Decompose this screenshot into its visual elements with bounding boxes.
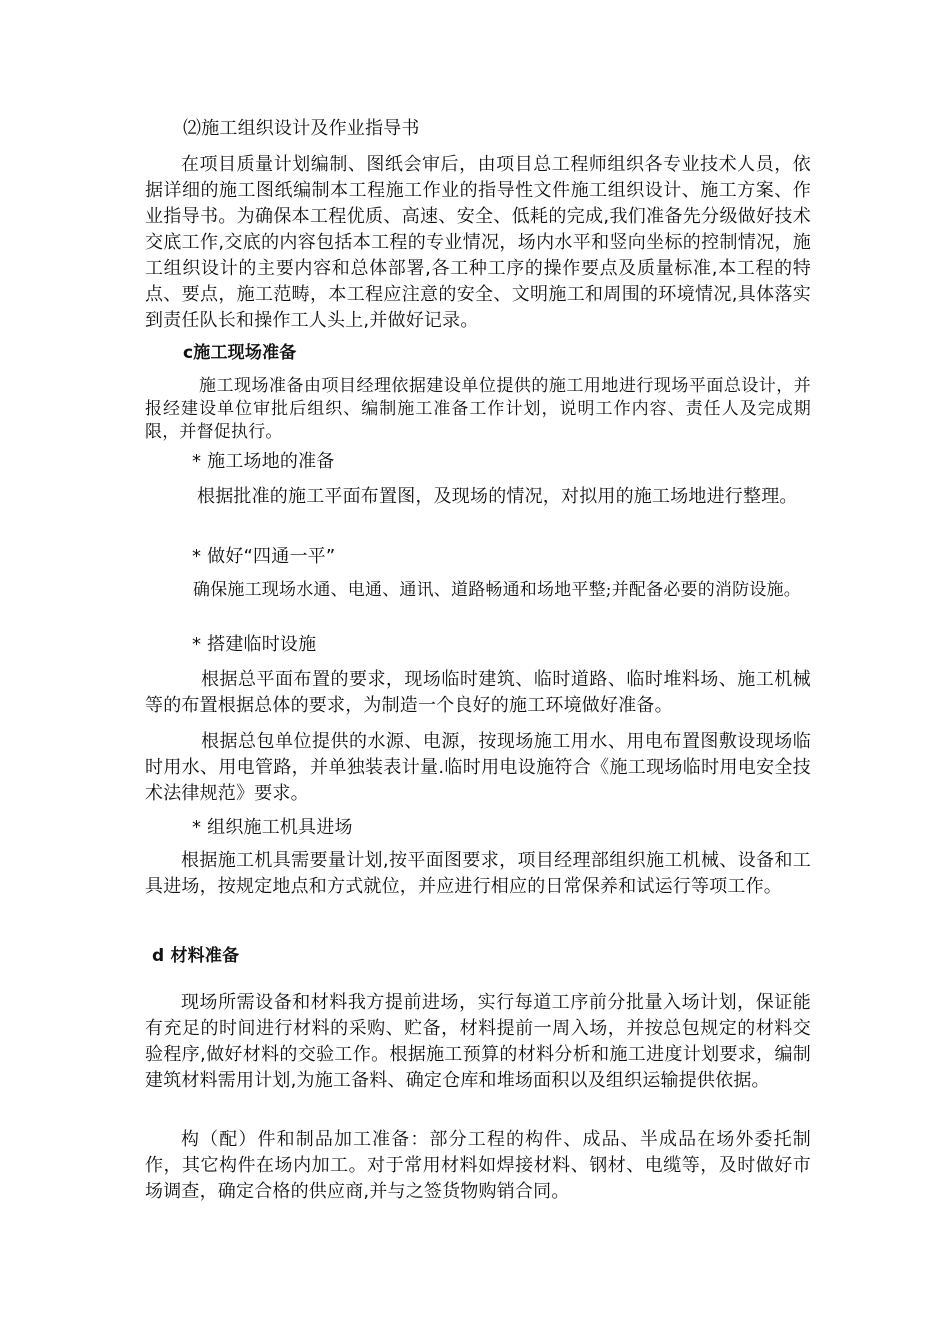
paragraph-water-power: 根据总包单位提供的水源、电源，按现场施工用水、用电布置图敷设现场临时用水、用电管路，并单独装表计量.临时用电设施符合《施工现场临时用电安全技术法律规范》要求。	[145, 731, 811, 804]
paragraph-construction-design: 在项目质量计划编制、图纸会审后，由项目总工程师组织各专业技术人员，依据详细的施工图纸编制本工程施工作业的指导性文件施工组织设计、施工方案、作业指导书。为确保本工程优质、高速、安全、低耗的完成,我们准备先分级做好技术交底工作,交底的内容包括本工程的专业情况，场内水平和竖向坐标的控制情况，施工组织设计的主要内容和总体部署,各工种工序的操作要点及质量标准,本工程的特点、要点，施工范畴，本工程应注意的安全、文明施工和周围的环境情况,具体落实到责任队长和操作工人头上,并做好记录。	[145, 154, 811, 331]
bullet-site-preparation: * 施工场地的准备	[192, 451, 335, 472]
paragraph-temporary-layout: 根据总平面布置的要求，现场临时建筑、临时道路、临时堆料场、施工机械等的布置根据总体的要求，为制造一个良好的施工环境做好准备。	[145, 669, 811, 716]
section-heading-materials: d 材料准备	[152, 946, 240, 966]
paragraph-site-preparation: 施工现场准备由项目经理依据建设单位提供的施工用地进行现场平面总设计，并报经建设单位审批后组织、编制施工准备工作计划，说明工作内容、责任人及完成期限，并督促执行。	[145, 376, 811, 442]
paragraph-site-leveling: 根据批准的施工平面布置图，及现场的情况，对拟用的施工场地进行整理。	[197, 486, 798, 507]
bullet-temporary-facilities: * 搭建临时设施	[192, 634, 317, 655]
paragraph-materials: 现场所需设备和材料我方提前进场，实行每道工序前分批量入场计划，保证能有充足的时间进行材料的采购、贮备，材料提前一周入场，并按总包规定的材料交验程序,做好材料的交验工作。根据施工预算的材料分析和施工进度计划要求，编制建筑材料需用计划,为施工备料、确定仓库和堆场面积以及组织运输提供依据。	[145, 992, 811, 1091]
section-heading-site-preparation: c施工现场准备	[183, 343, 297, 363]
bullet-four-connections: * 做好“四通一平”	[192, 546, 336, 567]
paragraph-machinery-entry: 根据施工机具需要量计划,按平面图要求，项目经理部组织施工机械、设备和工具进场，按规定地点和方式就位，并应进行相应的日常保养和试运行等项工作。	[145, 850, 811, 897]
paragraph-four-connections: 确保施工现场水通、电通、通讯、道路畅通和场地平整;并配备必要的消防设施。	[193, 580, 801, 600]
bullet-machinery-entry: * 组织施工机具进场	[192, 817, 353, 838]
paragraph-components-processing: 构（配）件和制品加工准备：部分工程的构件、成品、半成品在场外委托制作，其它构件在场内加工。对于常用材料如焊接材料、钢材、电缆等，及时做好市场调查，确定合格的供应商,并与之签货物购销合同。	[145, 1129, 811, 1202]
section-heading-construction-design: ⑵施工组织设计及作业指导书	[183, 118, 420, 139]
